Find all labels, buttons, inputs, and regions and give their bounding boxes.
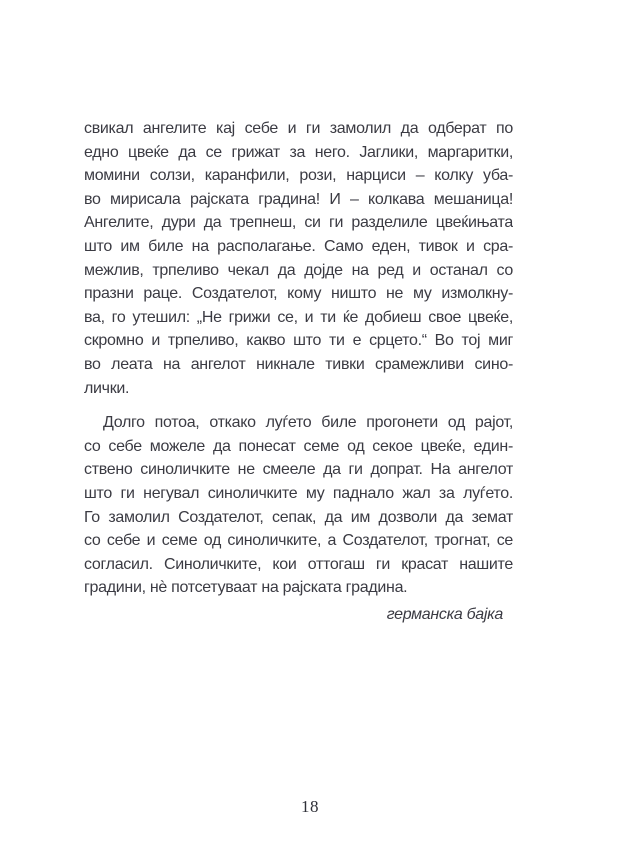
- text-line: Долго потоа, откако луѓето биле прогонети од рајот,: [103, 414, 513, 432]
- text-line: градини, нѐ потсетуваат на рајската градина.: [84, 579, 408, 597]
- text-line: ва, го утешил: „Не грижи се, и ти ќе добиеш свое цвеќе,: [84, 308, 513, 326]
- text-line: межлив, трпеливо чекал да дојде на ред и останал со: [84, 261, 513, 279]
- text-line: во мирисала рајската градина! И – колкава мешаница!: [84, 190, 513, 208]
- text-line: едно цвеќе да се грижат за него. Јаглики, маргаритки,: [84, 143, 513, 161]
- text-line: што им биле на располагање. Само еден, тивок и сра-: [84, 237, 513, 255]
- story-text-block: [84, 117, 513, 626]
- paragraph-1: [84, 117, 513, 400]
- text-line: ствено синоличките не смееле да ги допрат. На ангелот: [84, 461, 513, 479]
- text-line: со себе и семе од синоличките, а Создателот, трогнат, се: [84, 532, 513, 550]
- text-line: скромно и трпеливо, какво што ти е срцето.“ Во тој миг: [84, 332, 513, 350]
- text-line: празни раце. Создателот, кому ништо не му измолкну-: [84, 285, 513, 303]
- text-line: момини солзи, каранфили, рози, нарциси – колку уба-: [84, 167, 513, 185]
- text-line: свикал ангелите кај себе и ги замолил да одберат по: [84, 120, 513, 137]
- text-line: со себе можеле да понесат семе од секое цвеќе, един-: [84, 437, 513, 455]
- story-attribution: германска бајка: [386, 605, 503, 623]
- text-line: што ги негувал синоличките му паднало жал за луѓето.: [84, 484, 513, 502]
- text-line: Го замолил Создателот, сепак, да им дозволи да земат: [84, 508, 513, 526]
- text-line: Ангелите, дури да трепнеш, си ги разделиле цвеќињата: [84, 214, 513, 232]
- page-number: 18: [301, 797, 319, 816]
- text-line: во леата на ангелот никнале тивки срамежливи сино-: [84, 355, 513, 373]
- paragraph-2: [84, 411, 513, 600]
- text-line: лички.: [84, 379, 130, 397]
- text-line: согласил. Синоличките, кои оттогаш ги красат нашите: [84, 555, 513, 573]
